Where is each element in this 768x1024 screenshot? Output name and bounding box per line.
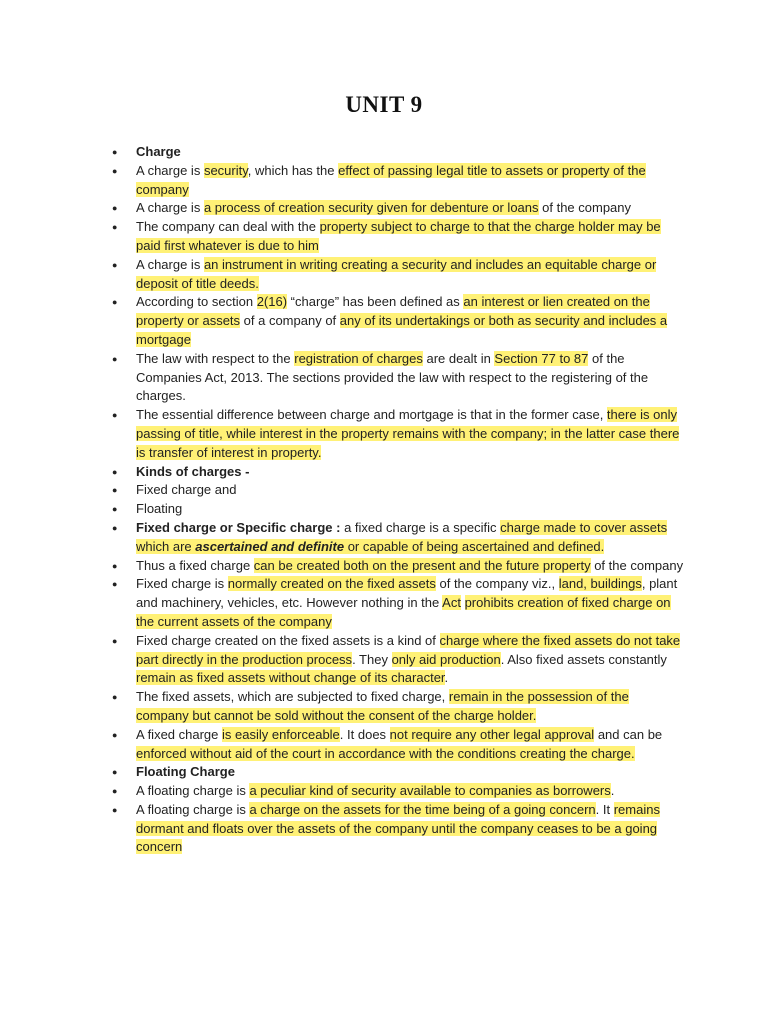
text-run: A charge is xyxy=(136,162,204,178)
text-run: A charge is xyxy=(136,200,204,216)
text-run: Charge xyxy=(136,144,181,159)
list-item xyxy=(0,632,684,688)
highlighted-text: remain as fixed assets without change of its character xyxy=(136,670,445,686)
highlighted-text: remain in the possession of the company but cannot be sold without the consent of the charge holder. xyxy=(136,689,629,723)
text-run: of a company of xyxy=(240,313,340,329)
text-run: of the company viz., xyxy=(435,576,559,592)
text-run: According to section xyxy=(136,294,257,310)
text-run: Fixed charge and xyxy=(136,482,237,498)
highlighted-text: normally created on the fixed assets xyxy=(227,576,436,592)
list-item xyxy=(0,293,684,349)
list-item xyxy=(0,575,684,631)
text-run: of the company xyxy=(538,200,632,216)
highlighted-text: is easily enforceable xyxy=(222,726,340,742)
text-run: Floating Charge xyxy=(136,764,235,780)
text-run: Fixed charge or Specific charge : xyxy=(136,519,341,535)
page-title: UNIT 9 xyxy=(345,92,423,117)
highlighted-text: not require any other legal approval xyxy=(389,726,595,742)
text-run: , plant and machinery, vehicles, etc. However nothing in the xyxy=(136,576,678,611)
highlighted-text: enforced without aid of the court in accordance with the conditions creating the charge. xyxy=(136,745,635,761)
text-run: . Also fixed assets constantly xyxy=(500,651,667,667)
list-item xyxy=(0,481,684,500)
highlighted-text: 2(16) xyxy=(256,294,288,310)
text-run: A charge is xyxy=(136,256,204,272)
text-run: are dealt in xyxy=(422,350,495,366)
text-run: and can be xyxy=(594,726,663,742)
list-item xyxy=(0,726,684,764)
text-run: . xyxy=(444,670,449,686)
highlighted-text: remains dormant and floats over the assets of the company until the company ceases to be a going concern xyxy=(136,801,660,855)
bullet-list xyxy=(0,143,768,857)
text-run: of the Companies Act, 2013. The sections provided the law with respect to the registering of the charges. xyxy=(136,350,649,404)
text-run: The fixed assets, which are subjected to fixed charge, xyxy=(136,689,449,705)
highlighted-text: effect of passing legal title to assets or property of the company xyxy=(136,162,646,197)
text-run: . They xyxy=(352,651,392,667)
list-item xyxy=(0,199,684,218)
text-run: Floating xyxy=(136,501,183,517)
text-run: of the company xyxy=(590,557,684,573)
list-item xyxy=(0,162,684,200)
list-item xyxy=(0,256,684,294)
text-run: The essential difference between charge and mortgage is that in the former case, xyxy=(136,407,607,423)
text-run: , which has the xyxy=(247,162,339,178)
list-item xyxy=(0,557,684,576)
text-run: “charge” has been defined as xyxy=(287,294,464,310)
highlighted-text: charge made to cover assets which are xyxy=(136,519,668,554)
text-run: Thus a fixed charge xyxy=(136,557,254,573)
highlighted-text: a peculiar kind of security available to companies as borrowers xyxy=(249,783,611,799)
highlighted-text: registration of charges xyxy=(294,350,423,366)
highlighted-text: security xyxy=(203,162,248,178)
text-run: . xyxy=(610,783,615,799)
highlighted-text: can be created both on the present and the future property xyxy=(253,557,591,573)
text-run: Fixed charge created on the fixed assets is a kind of xyxy=(136,632,440,648)
highlighted-text: prohibits creation of fixed charge on the current assets of the company xyxy=(136,595,671,629)
text-run: Fixed charge is xyxy=(136,576,228,592)
highlighted-text: any of its undertakings or both as security and includes a mortgage xyxy=(136,313,668,347)
text-run: . It does xyxy=(339,726,390,742)
highlighted-text: land, buildings xyxy=(558,576,642,592)
text-run: . It xyxy=(595,801,614,817)
list-item xyxy=(0,782,684,801)
highlighted-text: Act xyxy=(442,595,461,611)
text-run: The law with respect to the xyxy=(136,350,295,366)
text-run: A floating charge is xyxy=(136,783,250,799)
highlighted-text: Section 77 to 87 xyxy=(494,350,589,366)
list-item xyxy=(0,763,684,782)
list-item xyxy=(0,143,684,162)
list-item xyxy=(0,350,684,406)
highlighted-text: charge where the fixed assets do not take part directly in the production process xyxy=(136,632,681,667)
list-item xyxy=(0,500,684,519)
highlighted-text: ascertained and definite xyxy=(195,538,345,554)
highlighted-text: an instrument in writing creating a security and includes an equitable charge or deposit of title deeds. xyxy=(136,256,657,291)
text-run: A fixed charge xyxy=(136,726,222,742)
list-item xyxy=(0,218,684,256)
list-item xyxy=(0,406,684,462)
highlighted-text: only aid production xyxy=(391,651,501,667)
highlighted-text: property subject to charge to that the charge holder may be paid first whatever is due to him xyxy=(136,219,661,253)
list-item xyxy=(0,519,684,557)
highlighted-text: a charge on the assets for the time being of a going concern xyxy=(249,801,596,817)
text-run: A floating charge is xyxy=(136,801,250,817)
text-run: The company can deal with the xyxy=(136,219,320,235)
highlighted-text: a process of creation security given for debenture or loans xyxy=(203,200,539,216)
highlighted-text: an interest or lien created on the property or assets xyxy=(136,294,650,329)
text-run: Kinds of charges - xyxy=(136,463,250,479)
highlighted-text: there is only passing of title, while interest in the property remains with the company; in the latter case there is transfer of interest in property. xyxy=(136,407,680,460)
text-run: a fixed charge is a specific xyxy=(340,519,501,535)
list-item xyxy=(0,801,684,857)
list-item xyxy=(0,463,684,482)
highlighted-text: or capable of being ascertained and defined. xyxy=(344,538,605,554)
list-item xyxy=(0,688,684,726)
